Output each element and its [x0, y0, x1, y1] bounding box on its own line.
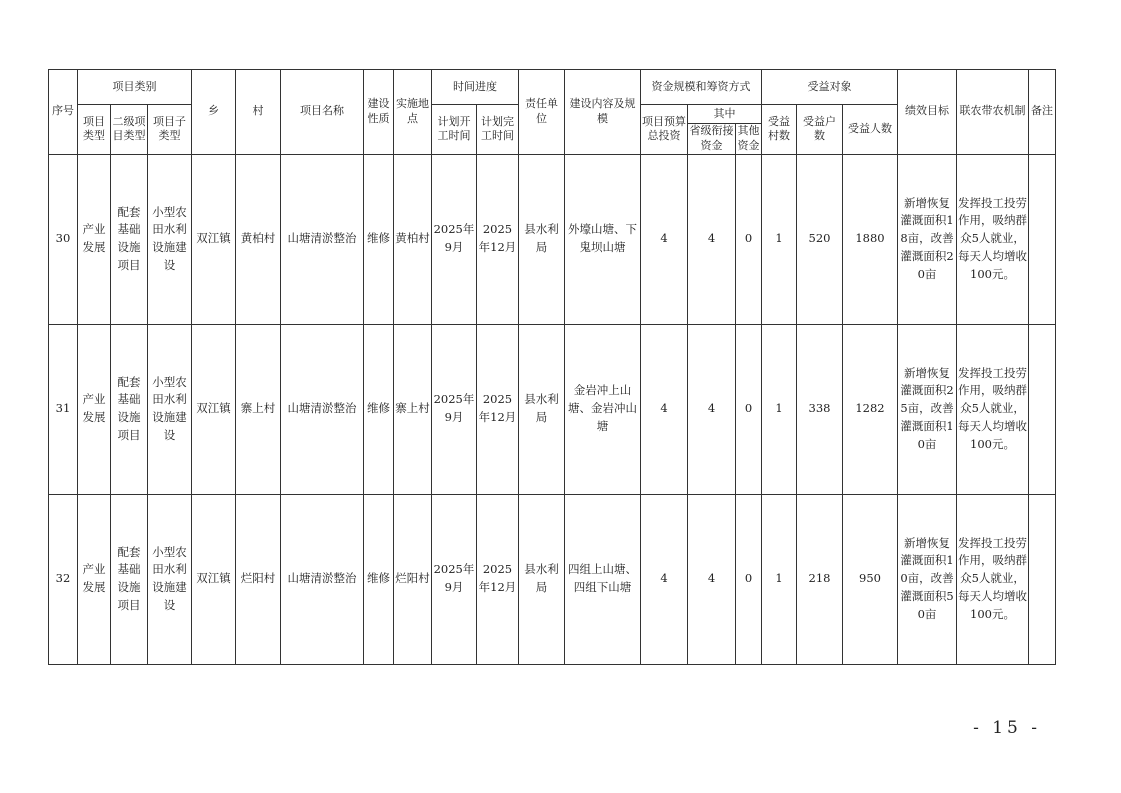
cell-other-funds: 0 [736, 154, 762, 324]
cell-other-funds: 0 [736, 494, 762, 664]
cell-farmer-linkage: 发挥投工投劳作用，吸纳群众5人就业，每天人均增收100元。 [957, 324, 1029, 494]
header-farmer-linkage: 联农带农机制 [957, 70, 1029, 155]
header-other-funds: 其他资金 [736, 124, 762, 155]
table-row [49, 324, 1056, 494]
cell-provincial-funds: 4 [688, 324, 736, 494]
cell-seq: 30 [49, 154, 78, 324]
cell-content-scale: 外壕山塘、下鬼坝山塘 [565, 154, 641, 324]
cell-responsible-unit: 县水利局 [519, 494, 565, 664]
cell-farmer-linkage: 发挥投工投劳作用，吸纳群众5人就业，每天人均增收100元。 [957, 494, 1029, 664]
project-table [48, 69, 1056, 665]
cell-benefit-villages: 1 [762, 324, 797, 494]
header-provincial-funds: 省级衔接资金 [688, 124, 736, 155]
cell-performance-goal: 新增恢复灌溉面积10亩，改善灌溉面积50亩 [898, 494, 957, 664]
cell-project-type: 产业发展 [78, 324, 111, 494]
cell-provincial-funds: 4 [688, 494, 736, 664]
cell-benefit-villages: 1 [762, 494, 797, 664]
cell-construction-nature: 维修 [364, 154, 394, 324]
cell-seq: 32 [49, 494, 78, 664]
cell-plan-start: 2025年9月 [432, 494, 477, 664]
header-plan-start: 计划开工时间 [432, 105, 477, 155]
header-level2-type: 二级项目类型 [111, 105, 148, 155]
cell-township: 双江镇 [192, 154, 236, 324]
header-village: 村 [236, 70, 281, 155]
cell-project-type: 产业发展 [78, 494, 111, 664]
cell-benefit-people: 1880 [843, 154, 898, 324]
cell-sub-type: 小型农田水利设施建设 [148, 324, 192, 494]
cell-location: 寨上村 [394, 324, 432, 494]
header-funding: 资金规模和筹资方式 [641, 70, 762, 105]
header-responsible-unit: 责任单位 [519, 70, 565, 155]
header-budget-total: 项目预算总投资 [641, 105, 688, 155]
cell-benefit-people: 950 [843, 494, 898, 664]
header-township: 乡 [192, 70, 236, 155]
cell-sub-type: 小型农田水利设施建设 [148, 494, 192, 664]
cell-plan-start: 2025年9月 [432, 154, 477, 324]
cell-benefit-households: 218 [797, 494, 843, 664]
header-of-which: 其中 [688, 105, 762, 124]
cell-performance-goal: 新增恢复灌溉面积18亩，改善灌溉面积20亩 [898, 154, 957, 324]
cell-benefit-people: 1282 [843, 324, 898, 494]
header-beneficiaries: 受益对象 [762, 70, 898, 105]
cell-location: 烂阳村 [394, 494, 432, 664]
table-body [49, 154, 1056, 664]
cell-remarks [1029, 154, 1056, 324]
cell-project-name: 山塘清淤整治 [281, 494, 364, 664]
header-schedule: 时间进度 [432, 70, 519, 105]
cell-budget-total: 4 [641, 494, 688, 664]
header-project-type: 项目类型 [78, 105, 111, 155]
cell-construction-nature: 维修 [364, 324, 394, 494]
cell-location: 黄柏村 [394, 154, 432, 324]
cell-budget-total: 4 [641, 324, 688, 494]
cell-seq: 31 [49, 324, 78, 494]
cell-project-name: 山塘清淤整治 [281, 154, 364, 324]
cell-farmer-linkage: 发挥投工投劳作用，吸纳群众5人就业，每天人均增收100元。 [957, 154, 1029, 324]
cell-plan-end: 2025年12月 [477, 324, 519, 494]
cell-benefit-households: 520 [797, 154, 843, 324]
cell-village: 烂阳村 [236, 494, 281, 664]
cell-level2-type: 配套基础设施项目 [111, 324, 148, 494]
cell-remarks [1029, 324, 1056, 494]
cell-plan-end: 2025年12月 [477, 154, 519, 324]
cell-plan-start: 2025年9月 [432, 324, 477, 494]
header-construction-nature: 建设性质 [364, 70, 394, 155]
cell-project-type: 产业发展 [78, 154, 111, 324]
cell-township: 双江镇 [192, 494, 236, 664]
table-header [49, 70, 1056, 155]
cell-plan-end: 2025年12月 [477, 494, 519, 664]
header-benefit-households: 受益户数 [797, 105, 843, 155]
cell-benefit-villages: 1 [762, 154, 797, 324]
cell-budget-total: 4 [641, 154, 688, 324]
header-remarks: 备注 [1029, 70, 1056, 155]
cell-provincial-funds: 4 [688, 154, 736, 324]
header-sub-type: 项目子类型 [148, 105, 192, 155]
cell-township: 双江镇 [192, 324, 236, 494]
header-benefit-people: 受益人数 [843, 105, 898, 155]
table-row [49, 154, 1056, 324]
cell-responsible-unit: 县水利局 [519, 154, 565, 324]
header-project-name: 项目名称 [281, 70, 364, 155]
header-benefit-villages: 受益村数 [762, 105, 797, 155]
header-seq: 序号 [49, 70, 78, 155]
cell-construction-nature: 维修 [364, 494, 394, 664]
cell-level2-type: 配套基础设施项目 [111, 494, 148, 664]
page-number: - 15 - [973, 718, 1041, 738]
header-content-scale: 建设内容及规模 [565, 70, 641, 155]
cell-benefit-households: 338 [797, 324, 843, 494]
cell-performance-goal: 新增恢复灌溉面积25亩，改善灌溉面积10亩 [898, 324, 957, 494]
cell-village: 黄柏村 [236, 154, 281, 324]
cell-project-name: 山塘清淤整治 [281, 324, 364, 494]
header-location: 实施地点 [394, 70, 432, 155]
header-project-category: 项目类别 [78, 70, 192, 105]
cell-village: 寨上村 [236, 324, 281, 494]
table-row [49, 494, 1056, 664]
cell-responsible-unit: 县水利局 [519, 324, 565, 494]
header-performance-goal: 绩效目标 [898, 70, 957, 155]
cell-content-scale: 四组上山塘、四组下山塘 [565, 494, 641, 664]
cell-other-funds: 0 [736, 324, 762, 494]
header-plan-end: 计划完工时间 [477, 105, 519, 155]
cell-content-scale: 金岩冲上山塘、金岩冲山塘 [565, 324, 641, 494]
cell-remarks [1029, 494, 1056, 664]
cell-level2-type: 配套基础设施项目 [111, 154, 148, 324]
cell-sub-type: 小型农田水利设施建设 [148, 154, 192, 324]
